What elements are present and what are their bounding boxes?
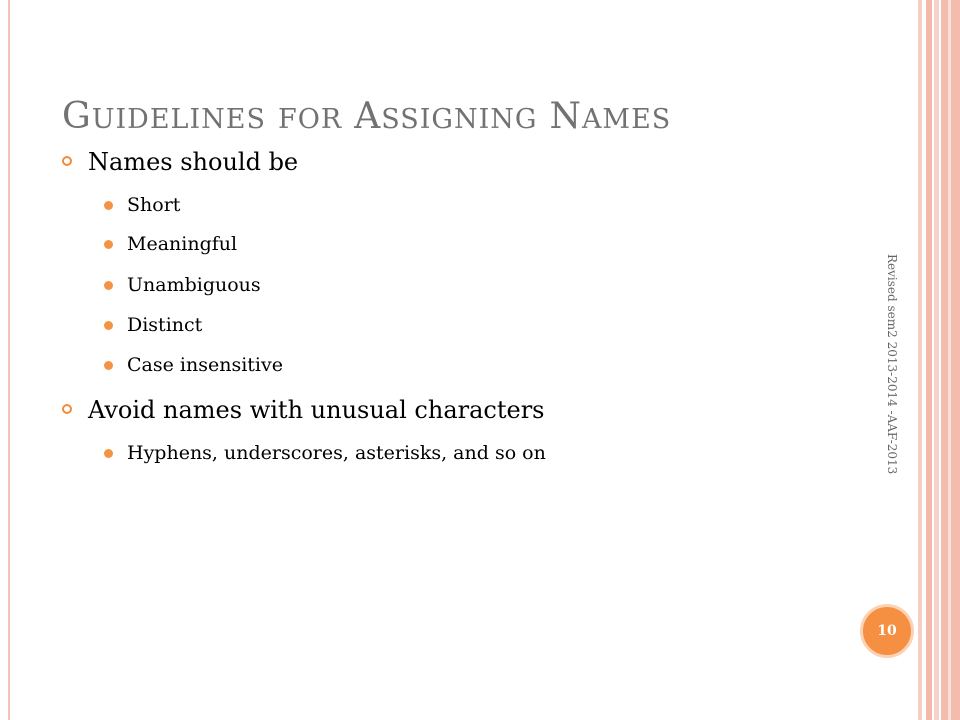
dot-bullet-icon bbox=[104, 281, 113, 290]
sub-bullet-item: Hyphens, underscores, asterisks, and so on bbox=[127, 442, 546, 464]
ring-bullet-icon bbox=[62, 156, 72, 166]
right-decor-stripe bbox=[918, 0, 922, 720]
bullet-item: Avoid names with unusual characters bbox=[88, 396, 544, 424]
side-footer-note: Revised sem2 2013-2014 -AAF-2013 bbox=[885, 254, 899, 475]
sub-bullet-item: Short bbox=[127, 194, 180, 216]
page-number-badge bbox=[860, 604, 914, 658]
dot-bullet-icon bbox=[104, 321, 113, 330]
ring-bullet-icon bbox=[62, 404, 72, 414]
sub-bullet-item: Distinct bbox=[127, 314, 202, 336]
sub-bullet-item: Meaningful bbox=[127, 233, 237, 255]
right-decor-stripe bbox=[948, 0, 951, 720]
dot-bullet-icon bbox=[104, 240, 113, 249]
dot-bullet-icon bbox=[104, 361, 113, 370]
sub-bullet-item: Unambiguous bbox=[127, 274, 261, 296]
dot-bullet-icon bbox=[104, 449, 113, 458]
sub-bullet-item: Case insensitive bbox=[127, 354, 283, 376]
right-decor-stripe bbox=[926, 0, 932, 720]
dot-bullet-icon bbox=[104, 201, 113, 210]
left-frame-line bbox=[8, 0, 10, 720]
right-decor-stripe bbox=[934, 0, 939, 720]
bullet-item: Names should be bbox=[88, 148, 298, 176]
page-number: 10 bbox=[877, 623, 897, 639]
slide-title: GUIDELINES FOR ASSIGNING NAMES bbox=[62, 96, 672, 137]
